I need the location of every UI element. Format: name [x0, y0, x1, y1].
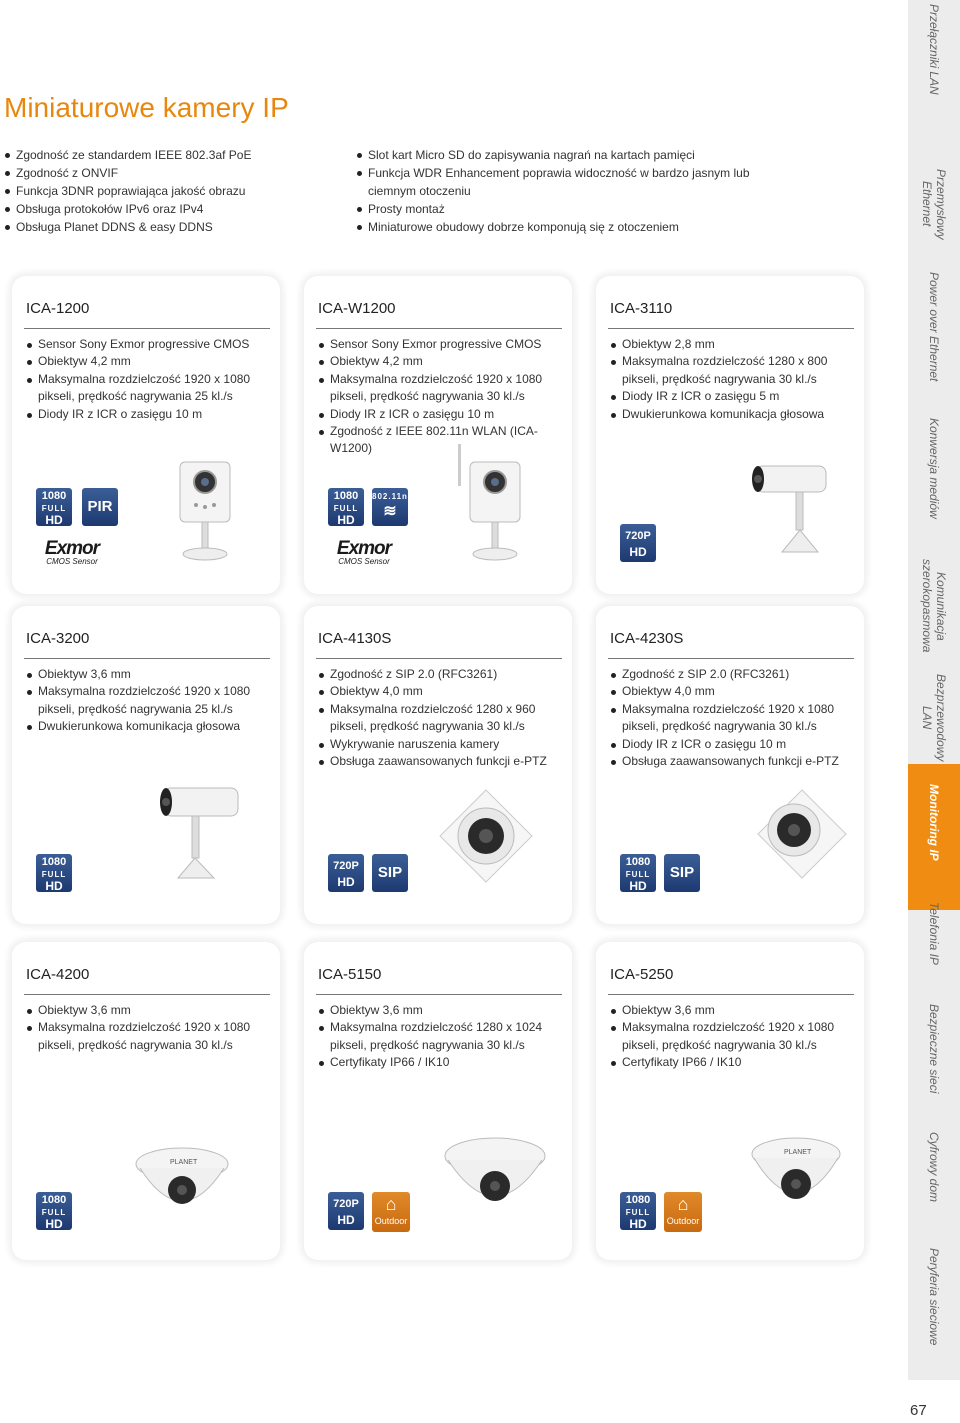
hd-720p-badge: 720P HD	[620, 524, 656, 562]
feature: Maksymalna rozdzielczość 1280 x 1024 pikseli, prędkość nagrywania 30 kl./s	[318, 1019, 566, 1054]
product-name: ICA-5150	[318, 966, 382, 983]
exmor-logo: Exmor CMOS Sensor	[44, 538, 100, 566]
page-number: 67	[910, 1402, 927, 1419]
feature: Certyfikaty IP66 / IK10	[318, 1054, 566, 1071]
mini-dome-camera-image	[754, 786, 850, 882]
divider	[24, 328, 270, 329]
hd-720p-badge: 720P HD	[328, 854, 364, 892]
feature: Diody IR z ICR o zasięgu 10 m	[318, 406, 566, 423]
full-hd-badge: 1080 FULL HD	[620, 854, 656, 892]
bullet-camera-image	[158, 782, 258, 882]
divider	[608, 994, 854, 995]
sidebar-item-ip-surveillance[interactable]: Monitoring IP	[908, 764, 960, 910]
feature: Obsługa zaawansowanych funkcji e-PTZ	[610, 753, 858, 770]
product-card-ica-4230s	[596, 606, 864, 924]
product-card-ica-1200	[12, 276, 280, 594]
feature: Maksymalna rozdzielczość 1920 x 1080 pikseli, prędkość nagrywania 30 kl./s	[610, 1019, 858, 1054]
feature: Obiektyw 4,0 mm	[318, 683, 566, 700]
sidebar-item-secure-networks[interactable]: Bezpieczne sieci	[927, 1004, 941, 1094]
product-name: ICA-3200	[26, 630, 90, 647]
divider	[608, 328, 854, 329]
sidebar-item-wireless-lan[interactable]: Bezprzewodowy LAN	[920, 674, 948, 762]
feature: Zgodność z SIP 2.0 (RFC3261)	[318, 666, 566, 683]
product-card-ica-4200	[12, 942, 280, 1260]
sidebar-item-lan-switches[interactable]: Przełączniki LAN	[927, 4, 941, 95]
product-card-ica-5150	[304, 942, 572, 1260]
sidebar-item-media-conversion[interactable]: Konwersja mediów	[927, 418, 941, 519]
feature-list	[26, 336, 274, 423]
bullet-camera-image	[752, 460, 852, 556]
intro-features-left	[4, 146, 334, 236]
product-card-ica-3110	[596, 276, 864, 594]
feature: Sensor Sony Exmor progressive CMOS	[318, 336, 566, 353]
feature: Diody IR z ICR o zasięgu 5 m	[610, 388, 858, 405]
pir-badge: PIR	[82, 488, 118, 526]
sidebar-item-poe[interactable]: Power over Ethernet	[927, 272, 941, 382]
feature: Zgodność z SIP 2.0 (RFC3261)	[610, 666, 858, 683]
intro-feature: Obsługa Planet DDNS & easy DDNS	[4, 218, 334, 236]
feature-list	[318, 666, 566, 770]
feature-list	[26, 666, 274, 736]
wifi-802-11n-badge: 802.11n ≋	[372, 488, 408, 526]
divider	[24, 658, 270, 659]
feature: Dwukierunkowa komunikacja głosowa	[610, 406, 858, 423]
feature-list	[610, 336, 858, 423]
intro-feature: Obsługa protokołów IPv6 oraz IPv4	[4, 200, 334, 218]
intro-feature: Miniaturowe obudowy dobrze komponują się z otoczeniem	[356, 218, 776, 236]
dome-camera-image	[130, 1142, 234, 1222]
feature: Maksymalna rozdzielczość 1920 x 1080 pikseli, prędkość nagrywania 30 kl./s	[610, 701, 858, 736]
product-name: ICA-5250	[610, 966, 674, 983]
product-name: ICA-4130S	[318, 630, 392, 647]
cube-camera-image	[174, 460, 248, 566]
sidebar-item-digital-home[interactable]: Cyfrowy dom	[927, 1132, 941, 1203]
feature-list	[610, 1002, 858, 1072]
product-name: ICA-W1200	[318, 300, 396, 317]
full-hd-badge: 1080 FULL HD	[36, 1192, 72, 1230]
product-name: ICA-1200	[26, 300, 90, 317]
svg-text:PLANET: PLANET	[170, 1159, 198, 1166]
feature-list	[318, 1002, 566, 1072]
feature: Maksymalna rozdzielczość 1920 x 1080 pikseli, prędkość nagrywania 25 kl./s	[26, 371, 274, 406]
feature: Sensor Sony Exmor progressive CMOS	[26, 336, 274, 353]
svg-text:PLANET: PLANET	[784, 1149, 812, 1156]
sidebar-item-peripherals[interactable]: Peryferia sieciowe	[927, 1248, 941, 1346]
outdoor-dome-camera-image	[440, 1132, 550, 1228]
divider	[316, 328, 562, 329]
product-name: ICA-4230S	[610, 630, 684, 647]
feature: Obiektyw 4,0 mm	[610, 683, 858, 700]
sidebar-item-broadband[interactable]: Komunikacja szerokopasmowa	[920, 559, 948, 653]
outdoor-badge: ⌂ Outdoor	[372, 1192, 410, 1232]
full-hd-badge: 1080 FULL HD	[36, 854, 72, 892]
feature: Zgodność z IEEE 802.11n WLAN (ICA-W1200)	[318, 423, 566, 458]
divider	[608, 658, 854, 659]
intro-feature: Funkcja WDR Enhancement poprawia widoczność w bardzo jasnym lub ciemnym otoczeniu	[356, 164, 776, 200]
sidebar-item-ip-telephony[interactable]: Telefonia IP	[927, 902, 941, 965]
feature: Obiektyw 3,6 mm	[26, 666, 274, 683]
feature: Wykrywanie naruszenia kamery	[318, 736, 566, 753]
feature: Obiektyw 2,8 mm	[610, 336, 858, 353]
feature-list	[610, 666, 858, 770]
house-icon: ⌂	[677, 1194, 689, 1214]
hd-720p-badge: 720P HD	[328, 1192, 364, 1230]
divider	[316, 994, 562, 995]
product-card-ica-5250	[596, 942, 864, 1260]
product-name: ICA-3110	[610, 300, 673, 317]
mini-dome-camera-image	[436, 786, 536, 886]
sip-badge: SIP	[372, 854, 408, 892]
feature: Maksymalna rozdzielczość 1920 x 1080 pikseli, prędkość nagrywania 30 kl./s	[318, 371, 566, 406]
feature: Maksymalna rozdzielczość 1920 x 1080 pikseli, prędkość nagrywania 30 kl./s	[26, 1019, 274, 1054]
intro-feature: Prosty montaż	[356, 200, 776, 218]
intro-features-right	[356, 146, 776, 236]
feature: Diody IR z ICR o zasięgu 10 m	[610, 736, 858, 753]
feature: Certyfikaty IP66 / IK10	[610, 1054, 858, 1071]
house-icon: ⌂	[385, 1194, 397, 1214]
intro-feature: Zgodność ze standardem IEEE 802.3af PoE	[4, 146, 334, 164]
sidebar-item-industrial-ethernet[interactable]: Przemysłowy Ethernet	[920, 168, 948, 240]
product-card-ica-4130s	[304, 606, 572, 924]
feature: Diody IR z ICR o zasięgu 10 m	[26, 406, 274, 423]
wireless-cube-camera-image	[454, 440, 534, 566]
intro-feature: Funkcja 3DNR poprawiająca jakość obrazu	[4, 182, 334, 200]
product-card-ica-3200	[12, 606, 280, 924]
intro-feature: Slot kart Micro SD do zapisywania nagrań na kartach pamięci	[356, 146, 776, 164]
sip-badge: SIP	[664, 854, 700, 892]
outdoor-badge: ⌂ Outdoor	[664, 1192, 702, 1232]
divider	[316, 658, 562, 659]
feature: Obiektyw 3,6 mm	[610, 1002, 858, 1019]
full-hd-badge: 1080 FULL HD	[328, 488, 364, 526]
feature: Obiektyw 3,6 mm	[318, 1002, 566, 1019]
page-title: Miniaturowe kamery IP	[4, 92, 289, 123]
intro-feature: Zgodność z ONVIF	[4, 164, 334, 182]
full-hd-badge: 1080 FULL HD	[620, 1192, 656, 1230]
product-card-ica-w1200	[304, 276, 572, 594]
feature: Dwukierunkowa komunikacja głosowa	[26, 718, 274, 735]
feature: Obsługa zaawansowanych funkcji e-PTZ	[318, 753, 566, 770]
product-name: ICA-4200	[26, 966, 90, 983]
feature: Maksymalna rozdzielczość 1280 x 960 pikseli, prędkość nagrywania 30 kl./s	[318, 701, 566, 736]
feature: Obiektyw 3,6 mm	[26, 1002, 274, 1019]
full-hd-badge: 1080 FULL HD	[36, 488, 72, 526]
feature-list	[26, 1002, 274, 1054]
divider	[24, 994, 270, 995]
feature: Obiektyw 4,2 mm	[26, 353, 274, 370]
feature: Maksymalna rozdzielczość 1280 x 800 pikseli, prędkość nagrywania 30 kl./s	[610, 353, 858, 388]
outdoor-dome-camera-image	[746, 1132, 846, 1228]
exmor-logo: Exmor CMOS Sensor	[336, 538, 392, 566]
feature: Maksymalna rozdzielczość 1920 x 1080 pikseli, prędkość nagrywania 25 kl./s	[26, 683, 274, 718]
feature: Obiektyw 4,2 mm	[318, 353, 566, 370]
